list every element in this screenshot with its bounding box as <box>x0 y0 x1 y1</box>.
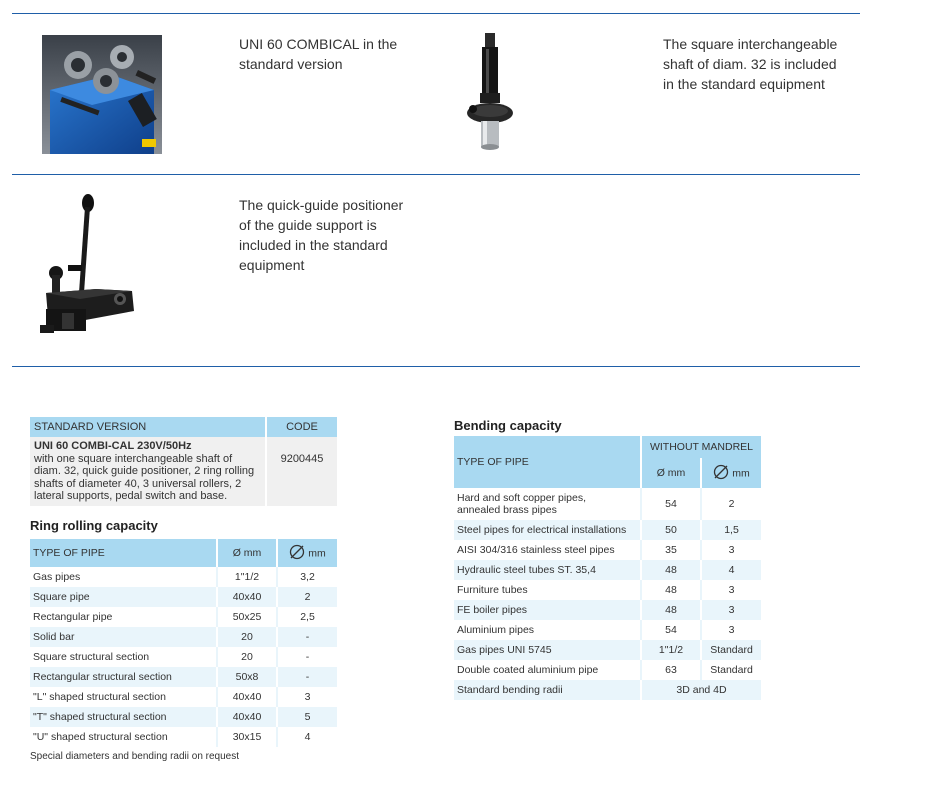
bending-radii-label: Standard bending radii <box>454 680 641 700</box>
ring-rolling-row <box>30 627 337 647</box>
pipe-diameter: 50 <box>641 520 701 540</box>
bending-row <box>454 580 761 600</box>
quick-guide-positioner-image <box>40 193 140 339</box>
bending-col-wall <box>701 458 761 488</box>
quick-guide-positioner-description: The quick-guide positioner of the guide support is included in the standard equipment <box>239 197 404 273</box>
bending-row <box>454 520 761 540</box>
pipe-type: "T" shaped structural section <box>30 707 217 727</box>
bending-col-wall-label: mm <box>732 466 750 479</box>
pipe-type: Gas pipes UNI 5745 <box>454 640 641 660</box>
pipe-diameter: 20 <box>217 647 277 667</box>
bending-row <box>454 660 761 680</box>
ring-rolling-row <box>30 607 337 627</box>
pipe-type: Double coated aluminium pipe <box>454 660 641 680</box>
wall-thickness-icon <box>713 464 729 483</box>
ring-rolling-row <box>30 567 337 587</box>
ring-rolling-row <box>30 687 337 707</box>
pipe-wall-thickness: 3 <box>701 600 761 620</box>
bending-radii-row <box>454 680 761 700</box>
pipe-diameter: 50x25 <box>217 607 277 627</box>
pipe-wall-thickness: 2 <box>277 587 337 607</box>
pipe-diameter: 40x40 <box>217 707 277 727</box>
pipe-diameter: 40x40 <box>217 687 277 707</box>
pipe-type: Square structural section <box>30 647 217 667</box>
pipe-diameter: 63 <box>641 660 701 680</box>
pipe-diameter: 40x40 <box>217 587 277 607</box>
wall-thickness-icon <box>289 544 305 563</box>
pipe-wall-thickness: - <box>277 667 337 687</box>
pipe-type <box>454 488 641 520</box>
pipe-wall-thickness: 3 <box>701 540 761 560</box>
pipe-diameter: 1"1/2 <box>217 567 277 587</box>
square-shaft-image <box>463 33 515 153</box>
pipe-type-line-2: annealed brass pipes <box>457 504 557 516</box>
uni60-machine-image <box>42 35 162 154</box>
pipe-type: "L" shaped structural section <box>30 687 217 707</box>
ring-rolling-row <box>30 707 337 727</box>
pipe-diameter: 35 <box>641 540 701 560</box>
ring-rolling-title: Ring rolling capacity <box>30 518 158 533</box>
pipe-type: Furniture tubes <box>454 580 641 600</box>
special-request-note: Special diameters and bending radii on request <box>30 751 240 762</box>
ring-rolling-table <box>30 539 337 747</box>
pipe-type: Solid bar <box>30 627 217 647</box>
pipe-diameter: 48 <box>641 600 701 620</box>
pipe-wall-thickness: 3 <box>277 687 337 707</box>
standard-version-details <box>30 437 266 506</box>
pipe-type-line-1: Hard and soft copper pipes, <box>457 492 586 504</box>
bending-row <box>454 600 761 620</box>
pipe-wall-thickness: 1,5 <box>701 520 761 540</box>
pipe-type: Square pipe <box>30 587 217 607</box>
model-description: with one square interchangeable shaft of diam. 32, quick guide positioner, 2 ring rolling shafts of diameter 40, 3 universal rollers, 2 lateral supports, pedal switch and base. <box>34 452 255 502</box>
pipe-wall-thickness: 2,5 <box>277 607 337 627</box>
pipe-wall-thickness: 3 <box>701 620 761 640</box>
pipe-type: Aluminium pipes <box>454 620 641 640</box>
divider-middle <box>12 174 860 175</box>
pipe-wall-thickness: 4 <box>277 727 337 747</box>
bending-radii-value: 3D and 4D <box>641 680 761 700</box>
pipe-type: Rectangular pipe <box>30 607 217 627</box>
standard-version-header-label: STANDARD VERSION <box>30 417 266 437</box>
bending-row <box>454 620 761 640</box>
model-code: 9200445 <box>266 437 337 506</box>
square-shaft-description: The square interchangeable shaft of diam. 32 is included in the standard equipment <box>663 36 838 92</box>
model-name: UNI 60 COMBI-CAL 230V/50Hz <box>34 440 192 452</box>
bending-row <box>454 540 761 560</box>
divider-bottom <box>12 366 860 367</box>
pipe-wall-thickness: 4 <box>701 560 761 580</box>
bending-row <box>454 640 761 660</box>
bending-row <box>454 560 761 580</box>
bending-col-diam: Ø mm <box>641 458 701 488</box>
bending-row <box>454 488 761 520</box>
pipe-diameter: 20 <box>217 627 277 647</box>
standard-version-header <box>30 417 337 437</box>
pipe-wall-thickness: 3,2 <box>277 567 337 587</box>
pipe-diameter: 54 <box>641 488 701 520</box>
pipe-type: FE boiler pipes <box>454 600 641 620</box>
pipe-diameter: 1"1/2 <box>641 640 701 660</box>
pipe-diameter: 54 <box>641 620 701 640</box>
bending-col-group: WITHOUT MANDREL <box>641 436 761 458</box>
pipe-diameter: 48 <box>641 580 701 600</box>
pipe-type: Steel pipes for electrical installations <box>454 520 641 540</box>
ring-rolling-header <box>30 539 337 567</box>
uni60-machine-description: UNI 60 COMBICAL in the standard version <box>239 36 398 72</box>
standard-version-table <box>30 417 337 506</box>
pipe-wall-thickness: Standard <box>701 640 761 660</box>
bending-col-type: TYPE OF PIPE <box>454 436 641 488</box>
bending-table <box>454 436 761 700</box>
ring-rolling-row <box>30 587 337 607</box>
pipe-wall-thickness: 5 <box>277 707 337 727</box>
pipe-diameter: 48 <box>641 560 701 580</box>
ring-rolling-row <box>30 647 337 667</box>
ring-rolling-col-wall <box>277 539 337 567</box>
ring-rolling-row <box>30 727 337 747</box>
ring-rolling-col-wall-label: mm <box>308 546 326 559</box>
pipe-wall-thickness: - <box>277 647 337 667</box>
pipe-wall-thickness: 2 <box>701 488 761 520</box>
ring-rolling-col-diam: Ø mm <box>217 539 277 567</box>
pipe-type: Rectangular structural section <box>30 667 217 687</box>
pipe-diameter: 50x8 <box>217 667 277 687</box>
bending-title: Bending capacity <box>454 418 562 433</box>
pipe-type: Hydraulic steel tubes ST. 35,4 <box>454 560 641 580</box>
pipe-type: "U" shaped structural section <box>30 727 217 747</box>
pipe-wall-thickness: - <box>277 627 337 647</box>
ring-rolling-col-type: TYPE OF PIPE <box>30 539 217 567</box>
pipe-diameter: 30x15 <box>217 727 277 747</box>
ring-rolling-row <box>30 667 337 687</box>
divider-top <box>12 13 860 14</box>
pipe-wall-thickness: Standard <box>701 660 761 680</box>
code-header-label: CODE <box>266 417 337 437</box>
standard-version-row <box>30 437 337 506</box>
bending-header-row-1 <box>454 436 761 458</box>
pipe-type: AISI 304/316 stainless steel pipes <box>454 540 641 560</box>
pipe-type: Gas pipes <box>30 567 217 587</box>
pipe-wall-thickness: 3 <box>701 580 761 600</box>
